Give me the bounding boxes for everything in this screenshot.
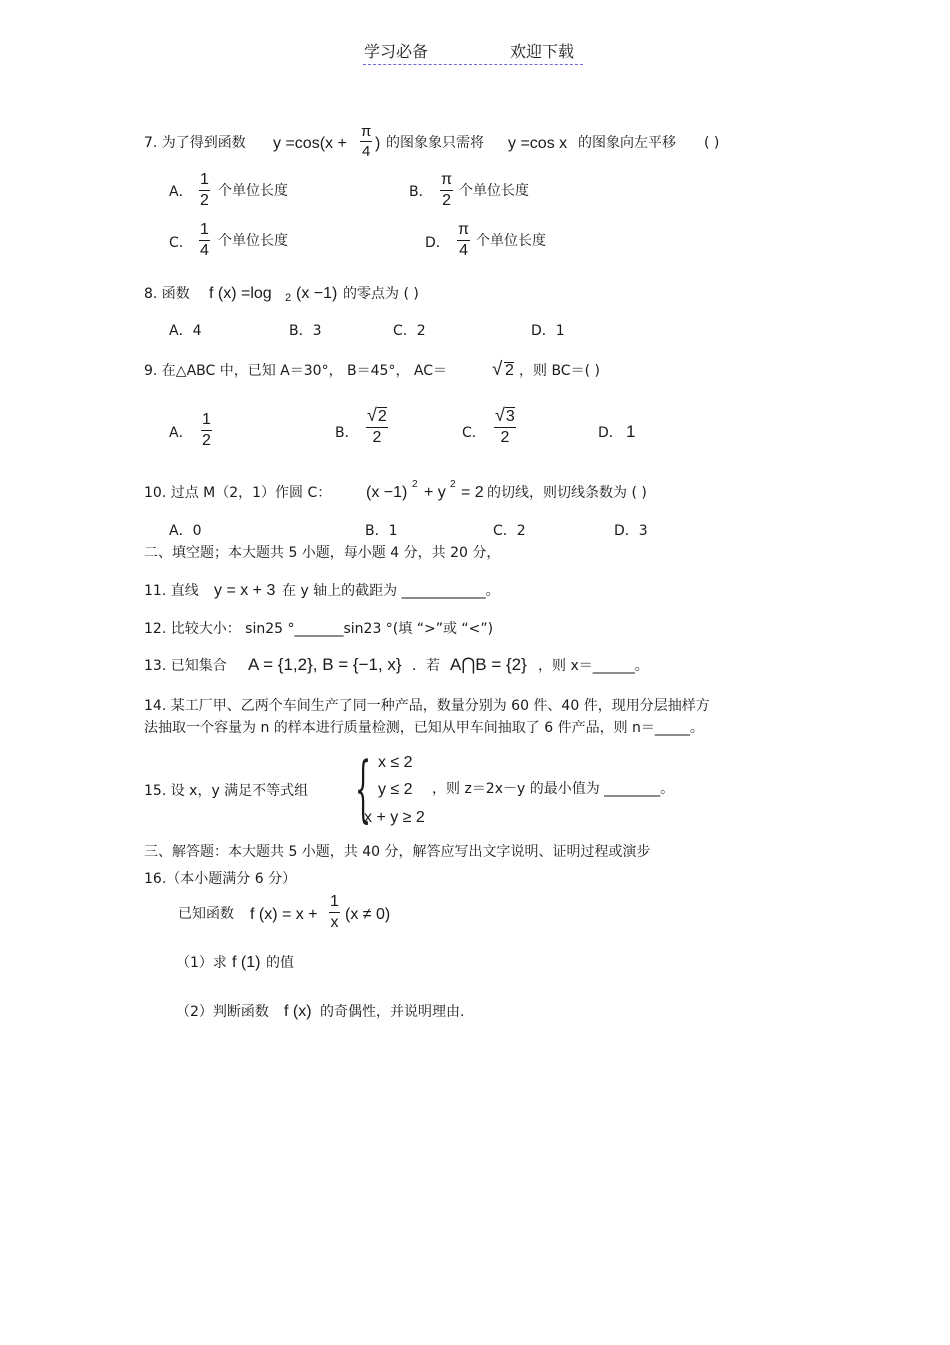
q13-suffix: ，则 x＝______。 (538, 658, 649, 674)
q14-line-1: 14. 某工厂甲、乙两个车间生产了同一种产品，数量分别为 60 件、40 件，现用分层抽样方 (144, 698, 710, 714)
q7-func1-right: ) (375, 135, 381, 152)
q16-func-num: 1 (330, 893, 339, 910)
q16-part-2-expr: f (x) (284, 1003, 312, 1020)
q15-ineq-3: x + y ≥ 2 (364, 809, 425, 826)
q16-part-1-prefix: （1）求 (176, 955, 227, 971)
q7-option-d-num: π (458, 221, 470, 238)
q16-part-2-prefix: （2）判断函数 (176, 1004, 269, 1020)
q9-sqrt-sign: √ (492, 359, 503, 380)
q9-option-a-num: 1 (202, 411, 211, 428)
q8-option-d: D．1 (531, 323, 565, 339)
q7-option-d-label: D． (425, 235, 450, 251)
q7-option-b-num: π (441, 171, 453, 188)
q15-suffix: ，则 z＝2x－y 的最小值为 ________。 (432, 781, 675, 797)
q13-intersection: A⋂B = {2} (450, 655, 527, 674)
q7-func2: y =cos x (508, 135, 568, 152)
question-12: 12. 比较大小： sin25 °_______sin23 °(填 “>”或 “<”) (144, 621, 494, 637)
q7-option-c-text: 个单位长度 (218, 233, 288, 249)
q16-title: 16.（本小题满分 6 分） (144, 871, 297, 887)
q15-brace: { (355, 746, 372, 830)
q16-func-den: x (330, 914, 339, 931)
q8-func: f (x) =log (209, 285, 272, 302)
q9-option-c-radicand: 3 (505, 408, 515, 425)
q9-option-b-num: √2 (367, 405, 387, 425)
q9-option-c-den: 2 (500, 429, 510, 446)
q10-option-b: B．1 (365, 523, 398, 539)
q8-stem-suffix: 的零点为 ( ) (343, 286, 419, 302)
q7-option-a-label: A． (169, 184, 193, 200)
q10-eq-c: = 2 (461, 484, 484, 501)
q7-option-c-label: C． (169, 235, 193, 251)
q13-sets: A = {1,2}, B = {−1, x} (248, 655, 402, 674)
q9-option-b-fraction (366, 406, 388, 446)
q9-option-a-fraction (201, 412, 212, 449)
q7-option-b-label: B． (409, 184, 433, 200)
q7-option-a-num: 1 (200, 171, 209, 188)
q7-option-d-fraction (457, 222, 470, 259)
q9-option-b-den: 2 (372, 429, 382, 446)
q7-option-c-num: 1 (200, 221, 209, 238)
q14-line-2: 法抽取一个容量为 n 的样本进行质量检测，已知从甲车间抽取了 6 件产品，则 n＝_____。 (144, 720, 704, 736)
section-2-heading: 二、填空题；本大题共 5 小题，每小题 4 分，共 20 分， (144, 545, 501, 561)
q7-option-b-text: 个单位长度 (459, 183, 529, 199)
q7-stem-mid: 的图象象只需将 (386, 135, 484, 151)
q9-stem-suffix: ，则 BC＝( ) (519, 363, 600, 379)
q7-func1-left: y =cos(x + (273, 135, 347, 152)
q9-sqrt-value: 2 (505, 362, 514, 379)
q13-mid: ．若 (412, 658, 440, 674)
q15-ineq-1: x ≤ 2 (378, 754, 413, 771)
q7-option-a-fraction (199, 172, 210, 209)
q15-ineq-2: y ≤ 2 (378, 781, 413, 798)
q7-option-b-den: 2 (442, 192, 451, 209)
q10-option-c: C．2 (493, 523, 526, 539)
q8-stem-prefix: 8. 函数 (144, 286, 190, 302)
q8-option-c: C．2 (393, 323, 426, 339)
q10-eq-b: + y (424, 484, 446, 501)
q9-option-a-label: A． (169, 425, 193, 441)
q11-suffix: 在 y 轴上的截距为 ____________。 (282, 583, 500, 599)
q11-prefix: 11. 直线 (144, 583, 199, 599)
q11-expr: y = x + 3 (214, 582, 276, 599)
q8-option-a: A．4 (169, 323, 202, 339)
q9-option-c-num: √3 (495, 405, 515, 425)
q16-part-1-expr: f (1) (232, 954, 261, 971)
q16-func-left: f (x) = x + (250, 906, 318, 923)
q9-option-b-radicand: 2 (377, 408, 387, 425)
q7-option-c-fraction (199, 222, 210, 259)
q7-func1-den: 4 (362, 143, 371, 160)
q8-arg: (x −1) (296, 285, 338, 302)
q13-prefix: 13. 已知集合 (144, 658, 227, 674)
q9-option-d-value: 1 (626, 422, 636, 441)
q9-option-c-fraction (494, 406, 516, 446)
q10-option-a: A．0 (169, 523, 202, 539)
q10-exp-b: 2 (450, 479, 456, 490)
q10-stem-suffix: 的切线，则切线条数为 ( ) (487, 485, 647, 501)
q9-option-a-den: 2 (202, 432, 211, 449)
header-right: 欢迎下载 (510, 42, 575, 61)
section-3-heading: 三、解答题：本大题共 5 小题，共 40 分，解答应写出文字说明、证明过程或演步 (144, 844, 651, 860)
q7-option-c-den: 4 (200, 242, 209, 259)
q10-option-d: D．3 (614, 523, 648, 539)
q7-option-a-text: 个单位长度 (218, 183, 288, 199)
q7-option-a-den: 2 (200, 192, 209, 209)
q16-part-1-suffix: 的值 (266, 955, 294, 971)
q8-log-base: 2 (285, 292, 292, 304)
q7-option-d-text: 个单位长度 (476, 233, 546, 249)
q15-prefix: 15. 设 x，y 满足不等式组 (144, 783, 309, 799)
q9-option-d-label: D． (598, 425, 623, 441)
q16-given-prefix: 已知函数 (178, 906, 234, 922)
header-left: 学习必备 (364, 42, 429, 61)
q7-answer-paren: ( ) (704, 135, 720, 151)
q7-option-b-fraction (440, 172, 453, 209)
q7-option-d-den: 4 (459, 242, 468, 259)
header-underline (363, 64, 583, 65)
q9-stem-prefix: 9. 在△ABC 中，已知 A＝30°， B＝45°， AC＝ (144, 363, 448, 379)
q16-func-right: (x ≠ 0) (345, 906, 391, 923)
q7-stem-prefix: 7. 为了得到函数 (144, 135, 246, 151)
q10-eq-a: (x −1) (366, 484, 408, 501)
q7-stem-suffix: 的图象向左平移 (578, 135, 676, 151)
q16-part-2-suffix: 的奇偶性，并说明理由. (320, 1004, 465, 1020)
q9-option-b-label: B． (335, 425, 359, 441)
q10-stem-prefix: 10. 过点 M（2，1）作圆 C： (144, 485, 332, 501)
q16-func-fraction (329, 894, 340, 931)
q7-func1-num: π (361, 123, 372, 140)
q10-exp-a: 2 (412, 479, 418, 490)
q9-option-c-label: C． (462, 425, 486, 441)
q8-option-b: B．3 (289, 323, 322, 339)
q7-func1-fraction (360, 124, 372, 159)
